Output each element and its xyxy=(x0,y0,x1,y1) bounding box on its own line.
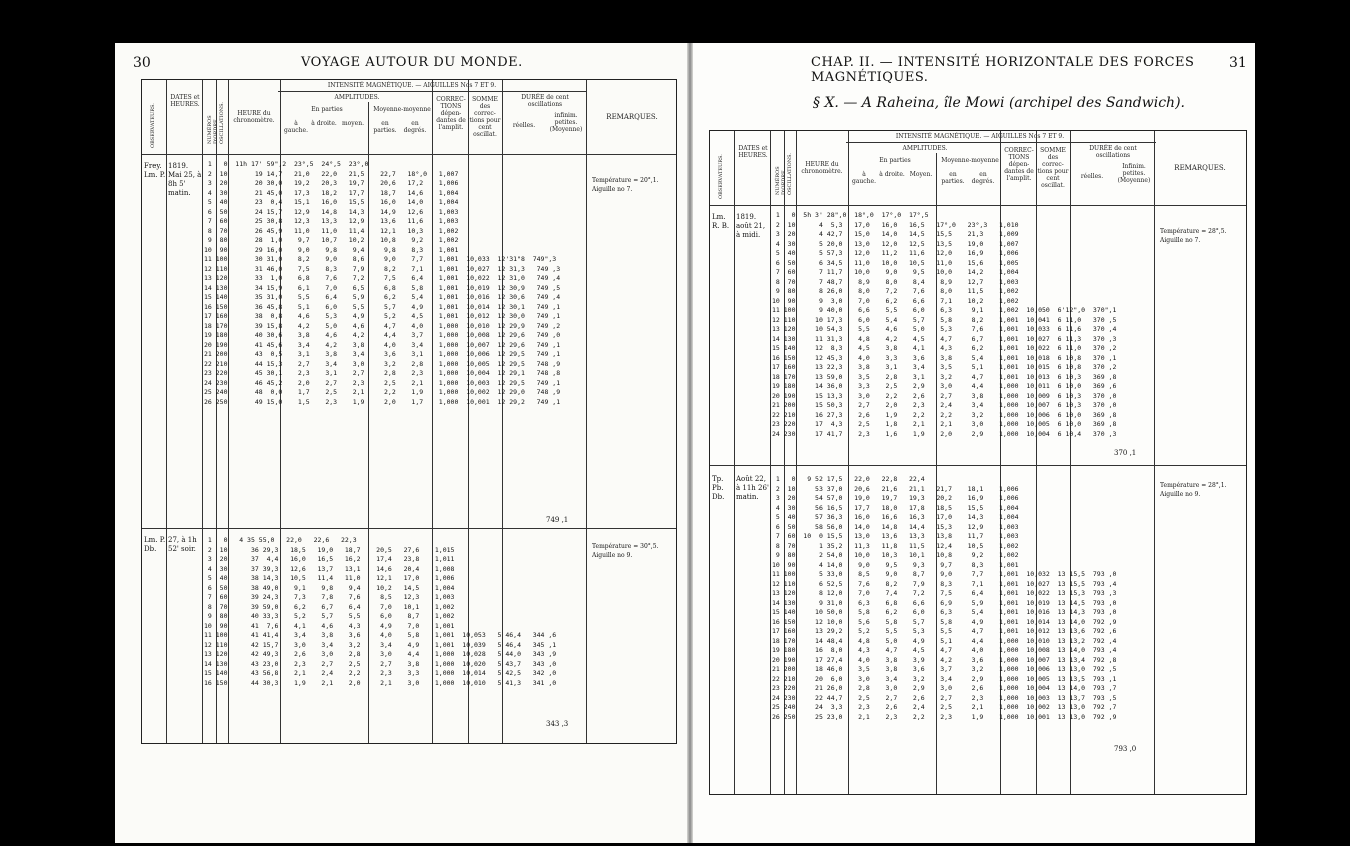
table-row: 10 90 41 7,6 4,1 4,6 4,3 4,9 7,0 1,001 xyxy=(204,621,455,630)
col-reelles: réelles. xyxy=(512,122,536,129)
table-row: 9 80 8 26,0 8,0 7,2 7,6 8,0 11,5 1,002 xyxy=(772,287,1019,295)
table-row: 5 40 23 0,4 15,1 16,0 15,5 16,0 14,0 1,004 xyxy=(204,198,459,206)
col-dates: DATES et HEURES. xyxy=(738,145,768,159)
observers-group-1: Frey. Lm. P. xyxy=(144,162,166,179)
table-row: 15 140 10 50,0 5,8 6,2 6,0 6,3 5,4 1,001 10,016 13 14,3 793 ,0 xyxy=(772,608,1117,616)
table-row: 13 120 42 49,3 2,6 3,0 2,8 3,0 4,4 1,000 10,028 5 44,0 343 ,9 xyxy=(204,650,557,658)
table-row: 13 120 33 1,0 6,8 7,6 7,2 7,5 6,4 1,001 10,022 12 31,0 749 ,4 xyxy=(204,274,561,282)
data-rows-group-1 xyxy=(772,211,1116,439)
running-head: VOYAGE AUTOUR DU MONDE. xyxy=(301,55,523,70)
col-droite: à droite. xyxy=(879,171,905,178)
table-row: 19 180 16 8,0 4,3 4,7 4,5 4,7 4,0 1,000 10,008 13 14,0 793 ,4 xyxy=(772,646,1117,654)
table-row: 21 200 43 0,5 3,1 3,8 3,4 3,6 3,1 1,000 10,006 12 29,5 749 ,1 xyxy=(204,350,561,358)
table-row: 4 30 56 16,5 17,7 18,0 17,8 18,5 15,5 1,004 xyxy=(772,503,1019,512)
table-row: 24 230 17 41,7 2,3 1,6 1,9 2,0 2,9 1,000 10,004 6 10,4 370 ,3 xyxy=(772,429,1117,438)
table-row: 23 220 17 4,3 2,5 1,8 2,1 2,1 3,0 1,000 10,005 6 10,0 369 ,8 xyxy=(772,420,1117,428)
remark-group-1: Température = 28°,5. Aiguille no 7. xyxy=(1160,228,1227,244)
col-observateurs: OBSERVATEURS. xyxy=(150,103,156,148)
table-row: 26 250 49 15,0 1,5 2,3 1,9 2,0 1,7 1,000 10,001 12 29,2 749 ,1 xyxy=(204,397,561,406)
table-row: 18 170 13 59,0 3,5 2,8 3,1 3,2 4,7 1,001 10,013 6 10,3 369 ,8 xyxy=(772,372,1117,381)
col-droite: à droite. xyxy=(311,120,337,127)
table-row: 9 80 28 1,0 9,7 10,7 10,2 10,8 9,2 1,002 xyxy=(204,236,459,244)
col-numeros: NUMÉROS D'ORDRE. xyxy=(775,166,787,195)
table-row: 8 70 1 35,2 11,3 11,8 11,5 12,4 10,5 1,002 xyxy=(772,541,1019,550)
table-row: 14 130 9 31,0 6,3 6,8 6,6 6,9 5,9 1,001 10,019 13 14,5 793 ,0 xyxy=(772,598,1117,607)
total-group-2: 343 ,3 xyxy=(546,720,569,728)
table-row: 4 30 37 39,3 12,6 13,7 13,1 14,6 20,4 1,008 xyxy=(204,564,455,573)
table-row: 10 90 29 16,0 9,0 9,8 9,4 9,8 8,3 1,001 xyxy=(204,245,459,254)
table-row: 22 210 20 6,0 3,0 3,4 3,2 3,4 2,9 1,000 10,005 13 13,5 793 ,1 xyxy=(772,674,1117,683)
table-row: 3 20 37 4,4 16,0 16,5 16,2 17,4 23,8 1,011 xyxy=(204,555,455,563)
col-duree: DURÉE de cent oscillations xyxy=(1089,145,1137,159)
table-row: 17 160 13 22,3 3,8 3,1 3,4 3,5 5,1 1,001 10,015 6 10,8 370 ,2 xyxy=(772,363,1117,371)
table-row: 15 140 35 31,0 5,5 6,4 5,9 6,2 5,4 1,001 10,016 12 30,6 749 ,4 xyxy=(204,293,561,301)
col-degres: en degrés. xyxy=(403,120,427,134)
date-group-2: 27, à 1h 52' soir. xyxy=(168,536,197,553)
table-row: 3 20 20 30,0 19,2 20,3 19,7 20,6 17,2 1,006 xyxy=(204,179,459,187)
col-moyen: Moyen. xyxy=(909,171,933,178)
col-parties: en parties. xyxy=(373,120,397,134)
table-row: 5 40 38 14,3 10,5 11,4 11,0 12,1 17,0 1,006 xyxy=(204,574,455,582)
table-row: 6 50 24 15,7 12,9 14,8 14,3 14,9 12,6 1,003 xyxy=(204,207,459,216)
table-row: 3 20 54 57,0 19,0 19,7 19,3 20,2 16,9 1,006 xyxy=(772,494,1019,502)
left-page xyxy=(115,43,687,843)
table-row: 7 60 10 0 15,5 13,0 13,6 13,3 13,8 11,7 1,003 xyxy=(772,532,1019,540)
col-infin: infinim. petites. (Moyenne) xyxy=(549,112,583,133)
table-row: 22 210 44 15,3 2,7 3,4 3,0 3,2 2,8 1,000 10,005 12 29,5 748 ,9 xyxy=(204,359,561,368)
table-row: 2 10 19 14,7 21,0 22,0 21,5 22,7 18°,0 1,007 xyxy=(204,169,459,178)
page-number: 31 xyxy=(1229,55,1247,71)
table-row: 17 160 13 29,2 5,2 5,5 5,3 5,5 4,7 1,001 10,012 13 13,6 792 ,6 xyxy=(772,627,1117,635)
table-row: 2 10 36 29,3 18,5 19,0 18,7 20,5 27,6 1,015 xyxy=(204,545,455,554)
total-group-1: 749 ,1 xyxy=(546,516,569,524)
table-row: 15 140 12 8,3 4,5 3,8 4,1 4,3 6,2 1,001 10,022 6 11,0 370 ,2 xyxy=(772,344,1117,352)
col-gauche: à gauche. xyxy=(284,120,308,134)
table-row: 8 70 39 59,0 6,2 6,7 6,4 7,0 10,1 1,002 xyxy=(204,602,455,611)
table-row: 2 10 4 5,3 17,0 16,0 16,5 17°,0 23°,3 1,010 xyxy=(772,220,1019,229)
col-moyen: moyen. xyxy=(341,120,364,127)
magnetic-intensity-table xyxy=(709,130,1247,795)
table-row: 25 240 48 0,0 1,7 2,5 2,1 2,2 1,9 1,000 10,002 12 29,0 748 ,9 xyxy=(204,388,561,396)
table-row: 12 110 31 46,0 7,5 8,3 7,9 8,2 7,1 1,001 10,027 12 31,3 749 ,3 xyxy=(204,264,561,273)
table-row: 22 210 16 27,3 2,6 1,9 2,2 2,2 3,2 1,000 10,006 6 10,0 369 ,8 xyxy=(772,410,1117,419)
table-row: 20 190 17 27,4 4,0 3,8 3,9 4,2 3,6 1,000 10,007 13 13,4 792 ,8 xyxy=(772,655,1117,664)
table-row: 9 80 2 54,0 10,0 10,3 10,1 10,8 9,2 1,002 xyxy=(772,551,1019,559)
table-row: 13 120 10 54,3 5,5 4,6 5,0 5,3 7,6 1,001 10,033 6 11,6 370 ,4 xyxy=(772,325,1117,333)
table-row: 5 40 57 36,3 16,0 16,6 16,3 17,0 14,3 1,004 xyxy=(772,513,1019,521)
table-row: 19 180 40 30,6 3,8 4,6 4,2 4,4 3,7 1,000 10,008 12 29,6 749 ,0 xyxy=(204,331,561,339)
table-row: 8 70 26 45,9 11,0 11,0 11,4 12,1 10,3 1,002 xyxy=(204,226,459,235)
magnetic-intensity-table xyxy=(141,79,677,744)
col-moyenne: Moyenne-moyenne xyxy=(941,157,999,164)
table-row: 21 200 15 50,3 2,7 2,0 2,3 2,4 3,4 1,000 10,007 6 10,3 370 ,0 xyxy=(772,401,1117,409)
table-row: 19 180 14 36,0 3,3 2,5 2,9 3,0 4,4 1,000 10,011 6 10,0 369 ,6 xyxy=(772,382,1117,390)
table-row: 16 150 12 45,3 4,0 3,3 3,6 3,8 5,4 1,001 10,018 6 10,8 370 ,1 xyxy=(772,353,1117,362)
col-infin: Infinim. petites. (Moyenne) xyxy=(1117,163,1151,184)
remark-group-1: Température = 20°,1. Aiguille no 7. xyxy=(592,177,659,193)
observers-group-2: Tp. Pb. Db. xyxy=(712,475,725,501)
col-heure: HEURE du chronomètre. xyxy=(233,110,275,124)
col-heure: HEURE du chronomètre. xyxy=(801,161,843,175)
remark-group-2: Température = 30°,5. Aiguille no 9. xyxy=(592,543,659,559)
col-somme: SOMME des correc-tions pour cent oscillat. xyxy=(1037,147,1069,189)
data-rows-group-1 xyxy=(204,160,560,407)
col-oscillations: OSCILLATIONS. xyxy=(787,153,793,195)
observers-group-2: Lm. P. Db. xyxy=(144,536,166,553)
col-numeros: NUMÉROS D'ORDRE. xyxy=(207,115,219,144)
table-row: 4 30 21 45,0 17,3 18,2 17,7 18,7 14,6 1,004 xyxy=(204,188,459,197)
table-row: 16 150 12 10,0 5,6 5,8 5,7 5,8 4,9 1,001 10,014 13 14,0 792 ,9 xyxy=(772,617,1117,626)
col-parties: en parties. xyxy=(941,171,965,185)
table-row: 14 130 43 23,0 2,3 2,7 2,5 2,7 3,8 1,000 10,020 5 43,7 343 ,0 xyxy=(204,659,557,668)
table-row: 25 240 24 3,3 2,3 2,6 2,4 2,5 2,1 1,000 10,002 13 13,0 792 ,7 xyxy=(772,703,1117,711)
table-row: 1 0 9 52 17,5 22,0 22,8 22,4 xyxy=(772,475,925,483)
table-row: 23 220 21 26,0 2,8 3,0 2,9 3,0 2,6 1,000 10,004 13 14,0 793 ,7 xyxy=(772,684,1117,692)
table-row: 1 0 4 35 55,0 22,0 22,6 22,3 xyxy=(204,536,357,544)
date-group-1: 1819. août 21, à midi. xyxy=(736,213,766,239)
table-row: 14 130 34 15,9 6,1 7,0 6,5 6,8 5,8 1,001 10,019 12 30,9 749 ,5 xyxy=(204,283,561,292)
total-group-2: 793 ,0 xyxy=(1114,745,1137,753)
data-rows-group-2 xyxy=(772,475,1116,722)
col-amplitudes: AMPLITUDES. xyxy=(902,145,948,152)
running-head: CHAP. II. — INTENSITÉ HORIZONTALE DES FORCES MAGNÉTIQUES. xyxy=(811,55,1195,85)
table-row: 12 110 10 17,3 6,0 5,4 5,7 5,8 8,2 1,001 10,041 6 11,0 370 ,5 xyxy=(772,315,1117,324)
col-moyenne: Moyenne-moyenne xyxy=(373,106,431,113)
table-row: 9 80 40 33,3 5,2 5,7 5,5 6,0 8,7 1,002 xyxy=(204,612,455,620)
table-row: 26 250 25 23,0 2,1 2,3 2,2 2,3 1,9 1,000 10,001 13 13,0 792 ,9 xyxy=(772,712,1117,721)
col-gauche: à gauche. xyxy=(852,171,876,185)
observers-group-1: Lm. R. B. xyxy=(712,213,730,230)
table-row: 24 230 46 45,2 2,0 2,7 2,3 2,5 2,1 1,000 10,003 12 29,5 749 ,1 xyxy=(204,378,561,387)
table-row: 3 20 4 42,7 15,0 14,0 14,5 15,5 21,3 1,009 xyxy=(772,230,1019,238)
table-row: 2 10 53 37,0 20,6 21,6 21,1 21,7 18,1 1,006 xyxy=(772,484,1019,493)
remark-group-2: Température = 28°,1. Aiguille no 9. xyxy=(1160,482,1227,498)
table-row: 1 0 5h 3' 28",0 18°,0 17°,0 17°,5 xyxy=(772,211,929,219)
table-row: 16 150 44 30,3 1,9 2,1 2,0 2,1 3,0 1,000 10,010 5 41,3 341 ,0 xyxy=(204,678,557,687)
table-row: 18 170 14 48,4 4,8 5,0 4,9 5,1 4,4 1,000 10,010 13 13,2 792 ,4 xyxy=(772,636,1117,645)
table-row: 7 60 25 30,8 12,3 13,3 12,9 13,6 11,6 1,003 xyxy=(204,217,459,225)
date-group-1: 1819. Mai 25, à 8h 5' matin. xyxy=(168,162,202,197)
col-remarques: REMARQUES. xyxy=(1174,164,1226,172)
table-row: 12 110 6 52,5 7,6 8,2 7,9 8,3 7,1 1,001 10,027 13 15,5 793 ,4 xyxy=(772,579,1117,588)
col-somme: SOMME des correc-tions pour cent oscillat. xyxy=(469,96,501,138)
table-row: 11 100 9 40,0 6,6 5,5 6,0 6,3 9,1 1,002 10,050 6'12",0 370",1 xyxy=(772,306,1117,314)
col-en-parties: En parties xyxy=(311,106,343,113)
table-title: INTENSITÉ MAGNÉTIQUE. — AIGUILLES Nos 7 ET 9. xyxy=(895,133,1065,140)
col-reelles: réelles. xyxy=(1080,173,1104,180)
table-row: 10 90 4 14,0 9,0 9,5 9,3 9,7 8,3 1,001 xyxy=(772,560,1019,569)
table-row: 15 140 43 56,8 2,1 2,4 2,2 2,3 3,3 1,000 10,014 5 42,5 342 ,0 xyxy=(204,669,557,677)
table-row: 20 190 41 45,6 3,4 4,2 3,8 4,0 3,4 1,000 10,007 12 29,6 749 ,1 xyxy=(204,340,561,349)
table-row: 18 170 39 15,8 4,2 5,0 4,6 4,7 4,0 1,000 10,010 12 29,9 749 ,2 xyxy=(204,321,561,330)
table-row: 17 160 38 0,8 4,6 5,3 4,9 5,2 4,5 1,001 10,012 12 30,0 749 ,1 xyxy=(204,312,561,320)
table-row: 10 90 9 3,0 7,0 6,2 6,6 7,1 10,2 1,002 xyxy=(772,296,1019,305)
section-title: § X. — A Raheina, île Mowi (archipel des Sandwich). xyxy=(813,95,1185,111)
col-correction: CORREC-TIONS dépen-dantes de l'amplit. xyxy=(1004,147,1034,182)
table-row: 5 40 5 57,3 12,0 11,2 11,6 12,0 16,9 1,006 xyxy=(772,249,1019,257)
col-degres: en degrés. xyxy=(971,171,995,185)
table-row: 1 0 11h 17' 59",2 23°,5 24°,5 23°,0 xyxy=(204,160,369,168)
table-row: 20 190 15 13,3 3,0 2,2 2,6 2,7 3,8 1,000 10,009 6 10,3 370 ,0 xyxy=(772,391,1117,400)
col-observateurs: OBSERVATEURS. xyxy=(718,154,724,199)
col-oscillations: OSCILLATIONS. xyxy=(219,102,225,144)
table-row: 16 150 36 45,8 5,1 6,0 5,5 5,7 4,9 1,001 10,014 12 30,1 749 ,1 xyxy=(204,302,561,311)
col-en-parties: En parties xyxy=(879,157,911,164)
total-group-1: 370 ,1 xyxy=(1114,449,1137,457)
table-row: 23 220 45 30,1 2,3 3,1 2,7 2,8 2,3 1,000 10,004 12 29,1 748 ,8 xyxy=(204,369,561,377)
table-row: 7 60 39 24,3 7,3 7,8 7,6 8,5 12,3 1,003 xyxy=(204,593,455,601)
table-row: 11 100 30 31,0 8,2 9,0 8,6 9,0 7,7 1,001 10,033 12'31"8 749",3 xyxy=(204,255,557,263)
col-remarques: REMARQUES. xyxy=(606,113,658,121)
table-row: 7 60 7 11,7 10,0 9,0 9,5 10,0 14,2 1,004 xyxy=(772,268,1019,276)
table-row: 13 120 8 12,0 7,0 7,4 7,2 7,5 6,4 1,001 10,022 13 15,3 793 ,3 xyxy=(772,589,1117,597)
book-spread xyxy=(115,43,1255,843)
table-row: 8 70 7 48,7 8,9 8,0 8,4 8,9 12,7 1,003 xyxy=(772,277,1019,286)
table-row: 21 200 18 46,0 3,5 3,8 3,6 3,7 3,2 1,000 10,006 13 13,0 792 ,5 xyxy=(772,665,1117,673)
right-page xyxy=(693,43,1255,843)
table-row: 14 130 11 31,3 4,8 4,2 4,5 4,7 6,7 1,001 10,027 6 11,3 370 ,3 xyxy=(772,334,1117,343)
table-row: 24 230 22 44,7 2,5 2,7 2,6 2,7 2,3 1,000 10,003 13 13,7 793 ,5 xyxy=(772,693,1117,702)
table-row: 6 50 58 56,0 14,0 14,8 14,4 15,3 12,9 1,003 xyxy=(772,522,1019,531)
date-group-2: Août 22, à 11h 26' matin. xyxy=(736,475,769,501)
col-correction: CORREC-TIONS dépen-dantes de l'amplit. xyxy=(436,96,466,131)
table-row: 6 50 6 34,5 11,0 10,0 10,5 11,0 15,6 1,005 xyxy=(772,258,1019,267)
table-row: 12 110 42 15,7 3,0 3,4 3,2 3,4 4,9 1,001 10,039 5 46,4 345 ,1 xyxy=(204,640,557,649)
col-amplitudes: AMPLITUDES. xyxy=(334,94,380,101)
table-row: 6 50 38 49,0 9,1 9,8 9,4 10,2 14,5 1,004 xyxy=(204,583,455,592)
page-number: 30 xyxy=(133,55,151,71)
table-row: 4 30 5 20,0 13,0 12,0 12,5 13,5 19,0 1,007 xyxy=(772,239,1019,248)
table-row: 11 100 41 41,4 3,4 3,8 3,6 4,0 5,8 1,001 10,053 5 46,4 344 ,6 xyxy=(204,631,557,639)
data-rows-group-2 xyxy=(204,536,556,688)
table-row: 11 100 5 33,0 8,5 9,0 8,7 9,0 7,7 1,001 10,032 13 15,5 793 ,0 xyxy=(772,570,1117,578)
col-duree: DURÉE de cent oscillations xyxy=(521,94,569,108)
table-title: INTENSITÉ MAGNÉTIQUE. — AIGUILLES Nos 7 ET 9. xyxy=(327,82,497,89)
col-dates: DATES et HEURES. xyxy=(170,94,200,108)
